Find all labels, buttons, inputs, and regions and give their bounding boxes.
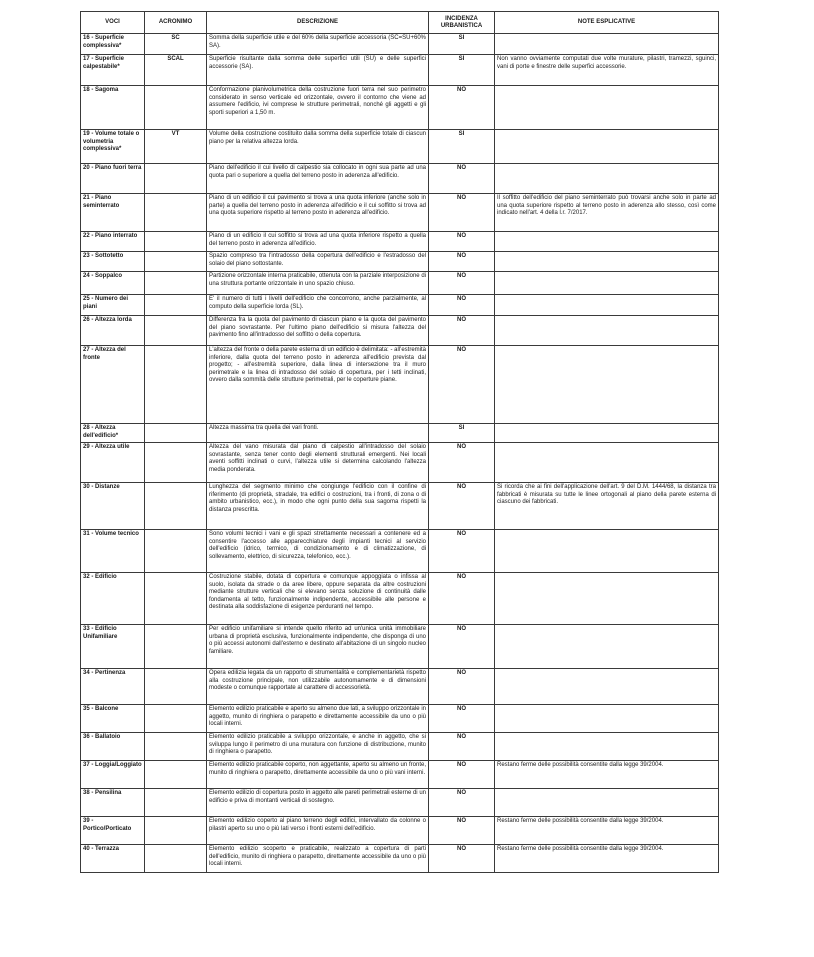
cell-descrizione: Elemento edilizio coperto al piano terreno degli edifici, intervallato da colonne o pilastri aperto su uno o più lati verso i fronti esterni dell'edificio. — [207, 817, 429, 845]
header-acronimo: ACRONIMO — [145, 12, 207, 34]
cell-descrizione: Conformazione planivolumetrica della costruzione fuori terra nel suo perimetro considerato in senso verticale ed orizzontale, ovvero il contorno che viene ad assumere l'edificio, ivi comprese le strutture perimetrali, nonché gli aggetti e gli sporti superiori a 1,50 m. — [207, 86, 429, 130]
table-row — [81, 483, 719, 530]
cell-incidenza: NO — [429, 316, 495, 346]
cell-incidenza: NO — [429, 530, 495, 573]
table-row — [81, 252, 719, 272]
table-row — [81, 845, 719, 873]
cell-acronimo: VT — [145, 130, 207, 164]
cell-acronimo — [145, 705, 207, 733]
table-row — [81, 789, 719, 817]
cell-incidenza: NO — [429, 252, 495, 272]
cell-voce: 30 - Distanze — [81, 483, 145, 530]
cell-descrizione: Elemento edilizio praticabile e aperto su almeno due lati, a sviluppo orizzontale in aggetto, munito di ringhiera o parapetto e direttamente accessibile da uno o più locali interni. — [207, 705, 429, 733]
cell-note — [495, 86, 719, 130]
table-row — [81, 272, 719, 295]
cell-voce: 37 - Loggia/Loggiato — [81, 761, 145, 789]
header-note: NOTE ESPLICATIVE — [495, 12, 719, 34]
cell-acronimo — [145, 817, 207, 845]
cell-acronimo — [145, 316, 207, 346]
cell-voce: 16 - Superficie complessiva* — [81, 34, 145, 55]
cell-note — [495, 705, 719, 733]
cell-descrizione: Somma della superficie utile e del 60% della superficie accessoria (SC=SU+60% SA). — [207, 34, 429, 55]
cell-incidenza: NO — [429, 346, 495, 424]
cell-acronimo — [145, 443, 207, 483]
cell-acronimo — [145, 194, 207, 232]
cell-incidenza: NO — [429, 295, 495, 316]
cell-voce: 28 - Altezza dell'edificio* — [81, 424, 145, 443]
cell-incidenza: NO — [429, 669, 495, 705]
table-row — [81, 194, 719, 232]
cell-acronimo — [145, 733, 207, 761]
cell-descrizione: Partizione orizzontale interna praticabile, ottenuta con la parziale interposizione di una struttura portante orizzontale in uno spazio chiuso. — [207, 272, 429, 295]
cell-voce: 24 - Soppalco — [81, 272, 145, 295]
cell-incidenza: NO — [429, 817, 495, 845]
cell-voce: 18 - Sagoma — [81, 86, 145, 130]
cell-acronimo: SCAL — [145, 55, 207, 86]
cell-descrizione: E' il numero di tutti i livelli dell'edificio che concorrono, anche parzialmente, al computo della superficie lorda (SL). — [207, 295, 429, 316]
cell-descrizione: L'altezza del fronte o della parete esterna di un edificio è delimitata: - all'estremità inferiore, dalla quota del terreno posto in aderenza all'edificio prevista dal progetto; - all'estremità superiore, dalla linea di intersezione tra il muro perimetrale e la linea di intradosso del solaio di copertura, per i tetti inclinati, ovvero dalla sommità delle strutture perimetrali, per le coperture piane. — [207, 346, 429, 424]
cell-voce: 22 - Piano interrato — [81, 232, 145, 252]
table-row — [81, 130, 719, 164]
cell-acronimo — [145, 669, 207, 705]
table-row — [81, 573, 719, 625]
header-incidenza: INCIDENZA URBANISTICA — [429, 12, 495, 34]
cell-acronimo — [145, 573, 207, 625]
cell-note — [495, 573, 719, 625]
cell-acronimo — [145, 232, 207, 252]
cell-note — [495, 130, 719, 164]
cell-note — [495, 530, 719, 573]
cell-descrizione: Altezza massima tra quella dei vari fronti. — [207, 424, 429, 443]
cell-descrizione: Opera edilizia legata da un rapporto di strumentalità e complementarietà rispetto alla costruzione principale, non utilizzabile autonomamente e di dimensioni modeste o comunque rapportate al carattere di accessorietà. — [207, 669, 429, 705]
cell-note — [495, 669, 719, 705]
cell-acronimo — [145, 252, 207, 272]
header-descrizione: DESCRIZIONE — [207, 12, 429, 34]
cell-incidenza: NO — [429, 232, 495, 252]
table-row — [81, 316, 719, 346]
table-row — [81, 443, 719, 483]
table-row — [81, 733, 719, 761]
definitions-table — [80, 11, 719, 873]
cell-note: Restano ferme delle possibilità consentite dalla legge 39/2004. — [495, 845, 719, 873]
cell-acronimo: SC — [145, 34, 207, 55]
cell-acronimo — [145, 789, 207, 817]
table-row — [81, 295, 719, 316]
cell-voce: 20 - Piano fuori terra — [81, 164, 145, 194]
cell-incidenza: NO — [429, 625, 495, 669]
cell-voce: 27 - Altezza del fronte — [81, 346, 145, 424]
cell-voce: 32 - Edificio — [81, 573, 145, 625]
cell-note: Restano ferme delle possibilità consentite dalla legge 39/2004. — [495, 817, 719, 845]
table-row — [81, 625, 719, 669]
cell-voce: 21 - Piano seminterrato — [81, 194, 145, 232]
cell-note: Si ricorda che ai fini dell'applicazione dell'art. 9 del D.M. 1444/68, la distanza tra fabbricati è misurata su tutte le linee ortogonali al piano della parete esterna di ciascuno dei fabbricati. — [495, 483, 719, 530]
cell-incidenza: NO — [429, 761, 495, 789]
cell-note — [495, 164, 719, 194]
cell-note — [495, 346, 719, 424]
cell-descrizione: Differenza fra la quota del pavimento di ciascun piano e la quota del pavimento del piano sovrastante. Per l'ultimo piano dell'edificio si misura l'altezza del pavimento fino all'intradosso del soffitto o della copertura. — [207, 316, 429, 346]
cell-acronimo — [145, 530, 207, 573]
cell-acronimo — [145, 483, 207, 530]
cell-note — [495, 789, 719, 817]
cell-acronimo — [145, 845, 207, 873]
cell-voce: 40 - Terrazza — [81, 845, 145, 873]
table-row — [81, 346, 719, 424]
cell-descrizione: Piano dell'edificio il cui livello di calpestio sia collocato in ogni sua parte ad una quota pari o superiore a quella del terreno posto in aderenza all'edificio. — [207, 164, 429, 194]
cell-descrizione: Sono volumi tecnici i vani e gli spazi strettamente necessari a contenere ed a consentire l'accesso alle apparecchiature degli impianti tecnici al servizio dell'edificio (idrico, termico, di condizionamento e di climatizzazione, di sollevamento, elettrico, di sicurezza, telefonico, ecc.). — [207, 530, 429, 573]
table-row — [81, 164, 719, 194]
cell-voce: 36 - Ballatoio — [81, 733, 145, 761]
cell-note — [495, 232, 719, 252]
cell-note — [495, 443, 719, 483]
cell-note — [495, 34, 719, 55]
cell-acronimo — [145, 424, 207, 443]
cell-incidenza: SI — [429, 34, 495, 55]
cell-incidenza: NO — [429, 733, 495, 761]
cell-incidenza: NO — [429, 194, 495, 232]
table-row — [81, 817, 719, 845]
cell-note — [495, 316, 719, 346]
table-row — [81, 424, 719, 443]
cell-incidenza: NO — [429, 443, 495, 483]
cell-note: Il soffitto dell'edificio del piano seminterrato può trovarsi anche solo in parte ad una quota superiore rispetto al terreno posto in aderenza allo stesso, così come indicato nell'art. 4 della l.r. 7/2017. — [495, 194, 719, 232]
cell-acronimo — [145, 164, 207, 194]
cell-acronimo — [145, 272, 207, 295]
table-row — [81, 705, 719, 733]
cell-voce: 19 - Volume totale o volumetria complessiva* — [81, 130, 145, 164]
cell-note: Non vanno ovviamente computati due volte murature, pilastri, tramezzi, sguinci, vani di porte e finestre delle superfici accessorie. — [495, 55, 719, 86]
cell-voce: 31 - Volume tecnico — [81, 530, 145, 573]
table-row — [81, 761, 719, 789]
table-row — [81, 55, 719, 86]
cell-descrizione: Elemento edilizio scoperto e praticabile, realizzato a copertura di parti dell'edificio, munito di ringhiera o parapetto, direttamente accessibile da uno o più locali interni. — [207, 845, 429, 873]
cell-note — [495, 295, 719, 316]
cell-acronimo — [145, 761, 207, 789]
cell-voce: 33 - Edificio Unifamiliare — [81, 625, 145, 669]
cell-incidenza: NO — [429, 483, 495, 530]
cell-incidenza: NO — [429, 845, 495, 873]
cell-descrizione: Piano di un edificio il cui soffitto si trova ad una quota inferiore rispetto a quella del terreno posto in aderenza all'edificio. — [207, 232, 429, 252]
cell-incidenza: NO — [429, 573, 495, 625]
cell-acronimo — [145, 295, 207, 316]
table-row — [81, 86, 719, 130]
cell-incidenza: SI — [429, 55, 495, 86]
header-voci: VOCI — [81, 12, 145, 34]
cell-descrizione: Spazio compreso tra l'intradosso della copertura dell'edificio e l'estradosso del solaio del piano sottostante. — [207, 252, 429, 272]
cell-descrizione: Costruzione stabile, dotata di copertura e comunque appoggiata o infissa al suolo, isolata da strade o da aree libere, oppure separata da altre costruzioni mediante strutture verticali che si elevano senza soluzione di continuità dalle fondamenta al tetto, funzionalmente indipendente, accessibile alle persone e destinata alla soddisfazione di esigenze perduranti nel tempo. — [207, 573, 429, 625]
cell-acronimo — [145, 86, 207, 130]
cell-voce: 35 - Balcone — [81, 705, 145, 733]
cell-voce: 23 - Sottotetto — [81, 252, 145, 272]
cell-incidenza: NO — [429, 86, 495, 130]
cell-descrizione: Per edificio unifamiliare si intende quello riferito ad un'unica unità immobiliare urbana di proprietà esclusiva, funzionalmente indipendente, che disponga di uno o più accessi autonomi dall'esterno e destinato all'abitazione di un singolo nucleo familiare. — [207, 625, 429, 669]
table-row — [81, 530, 719, 573]
cell-incidenza: NO — [429, 164, 495, 194]
cell-voce: 26 - Altezza lorda — [81, 316, 145, 346]
table-row — [81, 232, 719, 252]
cell-note — [495, 272, 719, 295]
cell-voce: 29 - Altezza utile — [81, 443, 145, 483]
table-row — [81, 669, 719, 705]
cell-incidenza: NO — [429, 789, 495, 817]
cell-descrizione: Elemento edilizio di copertura posto in aggetto alle pareti perimetrali esterne di un edificio e priva di montanti verticali di sostegno. — [207, 789, 429, 817]
cell-incidenza: NO — [429, 272, 495, 295]
cell-descrizione: Elemento edilizio praticabile coperto, non aggettante, aperto su almeno un fronte, munito di ringhiera o parapetto, direttamente accessibile da uno o più vani interni. — [207, 761, 429, 789]
cell-descrizione: Volume della costruzione costituito dalla somma della superficie totale di ciascun piano per la relativa altezza lorda. — [207, 130, 429, 164]
cell-note — [495, 424, 719, 443]
cell-voce: 34 - Pertinenza — [81, 669, 145, 705]
cell-descrizione: Lunghezza del segmento minimo che congiunge l'edificio con il confine di riferimento (di proprietà, stradale, tra edifici o costruzioni, tra i fronti, di zona o di ambito urbanistico, ecc.), in modo che ogni punto della sua sagoma rispetti la distanza prescritta. — [207, 483, 429, 530]
cell-note: Restano ferme delle possibilità consentite dalla legge 39/2004. — [495, 761, 719, 789]
cell-descrizione: Elemento edilizio praticabile a sviluppo orizzontale, e anche in aggetto, che si sviluppa lungo il perimetro di una muratura con funzione di distribuzione, munito di ringhiera o parapetto. — [207, 733, 429, 761]
cell-note — [495, 625, 719, 669]
cell-acronimo — [145, 346, 207, 424]
cell-voce: 17 - Superficie calpestabile* — [81, 55, 145, 86]
cell-note — [495, 252, 719, 272]
cell-voce: 38 - Pensilina — [81, 789, 145, 817]
table-row — [81, 34, 719, 55]
cell-descrizione: Superficie risultante dalla somma delle superfici utili (SU) e delle superfici accessorie (SA). — [207, 55, 429, 86]
table-body — [81, 34, 719, 873]
cell-descrizione: Altezza del vano misurata dal piano di calpestio all'intradosso del solaio sovrastante, senza tener conto degli elementi strutturali emergenti. Nei locali aventi soffitti inclinati o curvi, l'altezza utile si determina calcolando l'altezza media ponderata. — [207, 443, 429, 483]
cell-voce: 39 - Portico/Porticato — [81, 817, 145, 845]
cell-incidenza: SI — [429, 424, 495, 443]
cell-acronimo — [145, 625, 207, 669]
cell-incidenza: SI — [429, 130, 495, 164]
table-header-row — [81, 12, 719, 34]
cell-voce: 25 - Numero dei piani — [81, 295, 145, 316]
cell-descrizione: Piano di un edificio il cui pavimento si trova a una quota inferiore (anche solo in parte) a quella del terreno posto in aderenza all'edificio e il cui soffitto si trova ad una quota superiore rispetto al terreno posto in aderenza all'edificio. — [207, 194, 429, 232]
cell-incidenza: NO — [429, 705, 495, 733]
cell-note — [495, 733, 719, 761]
